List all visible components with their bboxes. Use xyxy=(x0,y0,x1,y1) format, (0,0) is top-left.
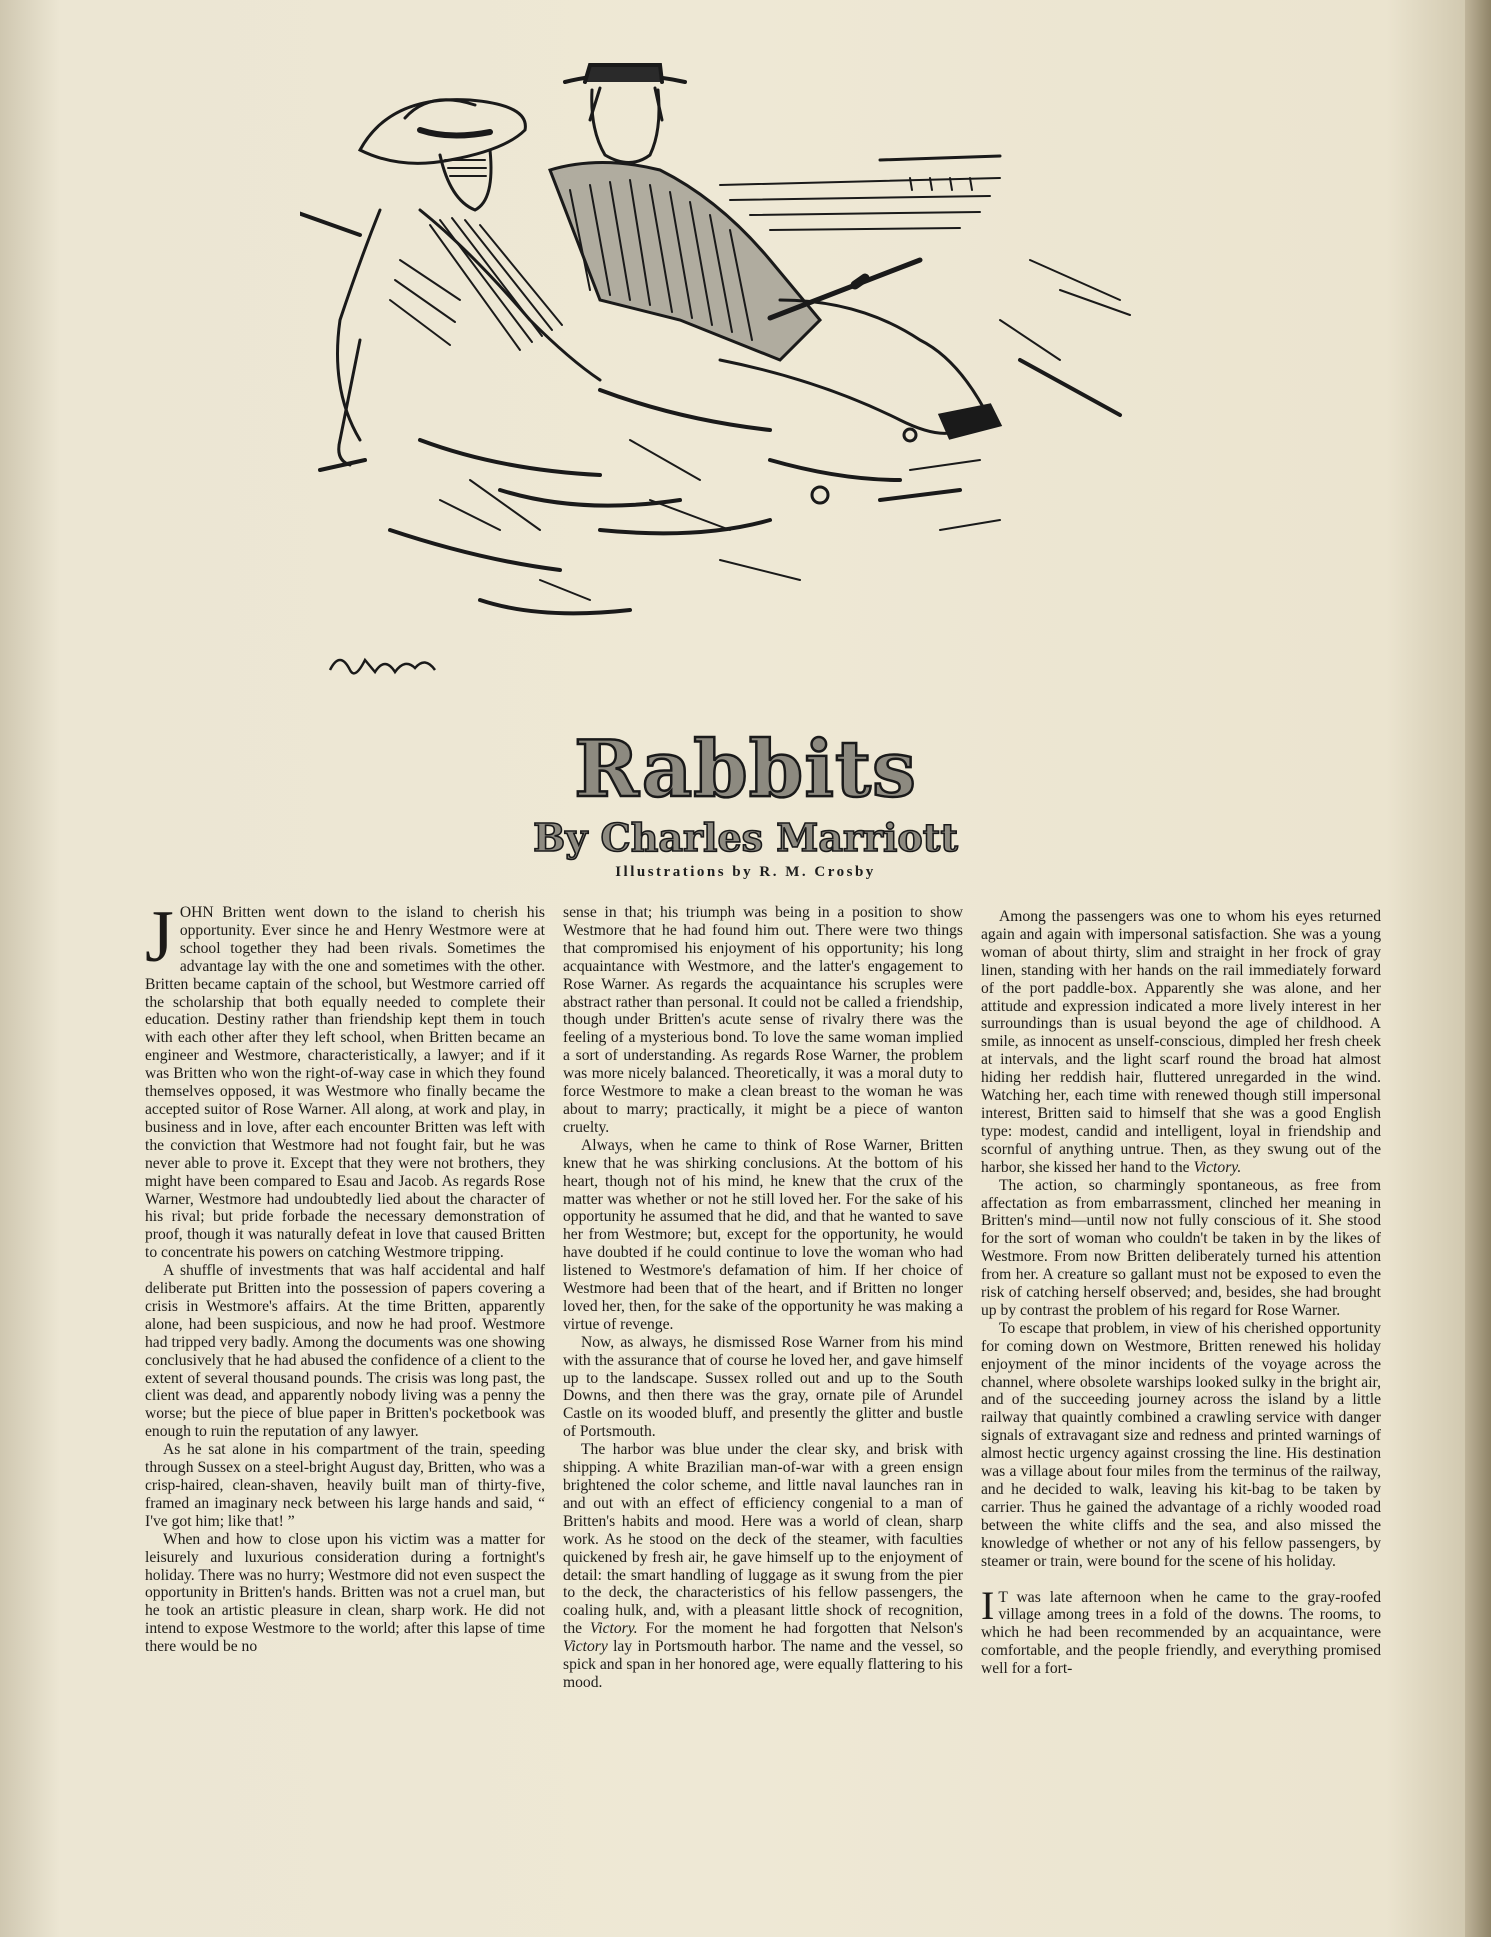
paragraph: As he sat alone in his compartment of the train, speeding through Sussex on a steel-bright August day, Britten, who was a crisp-haired, clean-shaven, heavily built man of thirty-five, framed an imaginary neck between his large hands and said, “ I've got him; like that! ” xyxy=(145,1441,545,1530)
paragraph: The harbor was blue under the clear sky, and brisk with shipping. A white Brazilian man-of-war with a green ensign brightened the color scheme, and little naval launches ran in and out with an effect of efficiency congenial to a man of Britten's habits and mood. Here was a world of clean, sharp work. As he stood on the deck of the steamer, with faculties quickened by fresh air, he gave himself up to the enjoyment of detail: the smart handling of luggage as it swung from the pier to the deck, the characteristics of his fellow passengers, the coaling hulk, and, with a pleasant little shock of recognition, the Victory. For the moment he had forgotten that Nelson's Victory lay in Portsmouth harbor. The name and the vessel, so spick and span in her honored age, were equally flattering to his mood. xyxy=(563,1441,963,1691)
paragraph: I T was late afternoon when he came to the gray-roofed village among trees in a fold of the downs. The rooms, to which he had been recommended by an acquaintance, were comfortable, and the people friendly, and everything promised well for a fort- xyxy=(981,1582,1381,1678)
story-title: Rabbits xyxy=(574,724,917,815)
paragraph: Always, when he came to think of Rose Warner, Britten knew that he was shirking conclusions. At the bottom of his heart, though not of his mind, he knew that the crux of the matter was whether or not he still loved her. For the sake of his opportunity he assumed that he did, and that he wanted to save her from Westmore; but, except for the opportunity, he would have doubted if he could continue to love the woman who had listened to Westmore's defamation of him. If her choice of Westmore had been that of the heart, and if Britten no longer loved her, then, for the sake of the opportunity he was making a virtue of revenge. xyxy=(563,1136,963,1333)
text-column-2 xyxy=(563,904,963,1692)
paragraph: The action, so charmingly spontaneous, as free from affectation as from embarrassment, clinched her meaning in Britten's mind—until now not fully conscious of it. She stood for the sort of woman who couldn't be taken in by the likes of Westmore. From now Britten deliberately turned his attention from her. A creature so gallant must not be exposed to even the risk of catching herself observed; and, besides, she had brought up by contrast the problem of his regard for Rose Warner. xyxy=(981,1176,1381,1319)
paragraph: Among the passengers was one to whom his eyes returned again and again with impersonal satisfaction. She was a young woman of about thirty, slim and straight in her frock of gray linen, standing with her hands on the rail immediately forward of the port paddle-box. Apparently she was alone, and her attitude and expression indicated a more lively interest in her surroundings than is usual beyond the age of childhood. A smile, as innocent as unself-conscious, dimpled her fresh cheek at intervals, and the light scarf round the broad hat almost hiding her reddish hair, fluttered unregarded in the wind. Watching her, each time with renewed though still impersonal interest, Britten said to himself that she was a good English type: modest, candid and intelligent, loyal in friendship and scornful of anything untrue. Then, as they swung out of the harbor, she kissed her hand to the Victory. xyxy=(981,908,1381,1176)
story-illustration xyxy=(300,60,1300,700)
paragraph: JOHN Britten went down to the island to cherish his opportunity. Ever since he and Henry Westmore were at school together they had been rivals. Sometimes the advantage lay with the one and sometimes with the other. Britten became captain of the school, but Westmore carried off the scholarship that both equally needed to complete their education. Destiny rather than friendship kept them in touch with each other after they left school, when Britten became an engineer and Westmore, characteristically, a lawyer; and if it was Britten who won the right-of-way case in which they found themselves opposed, it was Westmore who finally became the accepted suitor of Rose Warner. All along, at work and play, in business and in love, after each encounter Britten was left with the conviction that Westmore had not fought fair, but he was never able to prove it. Except that they were not brothers, they might have been compared to Esau and Jacob. As regards Rose Warner, Westmore had undoubtedly lied about the character of his rival; but pride forbade the necessary demonstration of proof, though it was naturally defeat in love that caused Britten to concentrate his powers on catching Westmore tripping. xyxy=(145,896,545,1262)
artist-signature xyxy=(330,660,435,673)
paragraph: sense in that; his triumph was being in a position to show Westmore that he had found him out. There were two things that compromised his enjoyment of his opportunity; his long acquaintance with Westmore, and the latter's engagement to Rose Warner. As regards the acquaintance his scruples were abstract rather than personal. It could not be called a friendship, though under Britten's acute sense of rivalry there was the feeling of a mysterious bond. To love the same woman implied a sort of understanding. As regards Rose Warner, the problem was more nicely balanced. Theoretically, it was a moral duty to force Westmore to make a clean breast to the woman he was about to marry; practically, it might be a piece of wanton cruelty. xyxy=(563,904,963,1136)
illustrations-credit: Illustrations by R. M. Crosby xyxy=(615,864,876,880)
page-binding-edge xyxy=(1465,0,1491,1937)
text-column-1 xyxy=(145,896,545,1656)
paragraph: A shuffle of investments that was half accidental and half deliberate put Britten into the possession of papers covering a crisis in Westmore's affairs. At the time Britten, apparently alone, had been suspicious, and now he had proof. Westmore had tripped very badly. Among the documents was one showing conclusively that he had abused the confidence of a client to the extent of several thousand pounds. The crisis was long past, the client was dead, and apparently nobody living was a penny the worse; but the piece of blue paper in Britten's pocketbook was enough to ruin the reputation of any lawyer. xyxy=(145,1262,545,1441)
text-column-3 xyxy=(981,908,1381,1678)
paragraph: To escape that problem, in view of his cherished opportunity for coming down on Westmore, Britten renewed his holiday enjoyment of the minor incidents of the voyage across the channel, where obsolete warships looked sulky in the bright air, and of the succeeding journey across the island by a little railway that quaintly combined a crawling service with danger signals of extravagant size and redness and printed warnings of almost hectic urgency against crossing the line. His destination was a village about four miles from the terminus of the railway, and he decided to walk, leaving his kit-bag to be taken by carrier. Thus he gained the advantage of a richly wooded road between the white cliffs and the sea, and also missed the knowledge of whether or not any of his fellow passengers, by steamer or train, were bound for the scene of his holiday. xyxy=(981,1319,1381,1570)
story-byline: By Charles Marriott xyxy=(533,815,958,860)
drop-cap: J xyxy=(145,896,174,978)
drop-cap: I xyxy=(981,1582,995,1628)
paragraph: When and how to close upon his victim was a matter for leisurely and luxurious consideration during a fortnight's holiday. There was no hurry; Westmore did not even suspect the opportunity in Britten's hands. Britten was not a cruel man, but he took an artistic pleasure in clean, sharp work. He did not intend to expose Westmore to the world; after this lapse of time there would be no xyxy=(145,1530,545,1656)
paragraph: Now, as always, he dismissed Rose Warner from his mind with the assurance that of course he loved her, and gave himself up to the landscape. Sussex rolled out and up to the South Downs, and then there was the gray, ornate pile of Arundel Castle on its wooded bluff, and presently the glitter and bustle of Portsmouth. xyxy=(563,1333,963,1441)
